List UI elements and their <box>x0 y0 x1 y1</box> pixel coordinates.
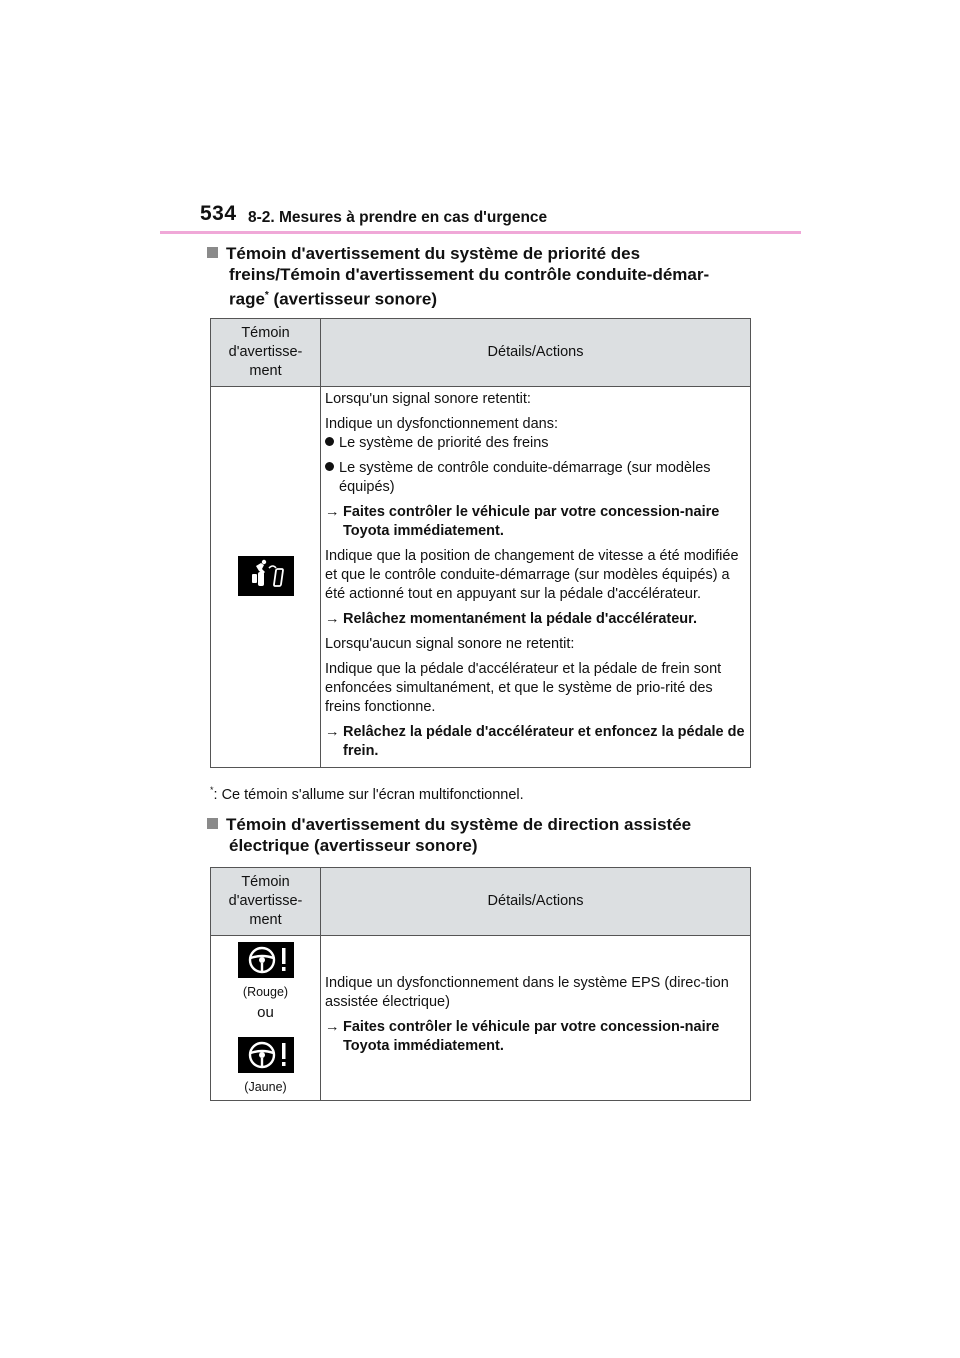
bullet-item: Le système de priorité des freins <box>325 434 746 453</box>
action-item: → Relâchez momentanément la pédale d'accélérateur. <box>325 611 698 627</box>
action-item: → Faites contrôler le véhicule par votre concession-naire Toyota immédiatement. <box>325 1019 720 1054</box>
col-header-details: Détails/Actions <box>321 868 751 936</box>
power-steering-warning-yellow-icon <box>238 1037 294 1073</box>
power-steering-warning-red-icon <box>238 942 294 978</box>
bullet-dot-icon <box>325 437 334 446</box>
or-label: ou <box>257 1004 274 1021</box>
section2-title-line1: Témoin d'avertissement du système de direction assistée <box>226 815 692 834</box>
indicator-cell <box>211 387 321 768</box>
col-header-details: Détails/Actions <box>321 319 751 387</box>
col-header-indicator: Témoin d'avertisse-ment <box>211 868 321 936</box>
section2-heading <box>207 814 747 856</box>
detail-text: Lorsqu'aucun signal sonore ne retentit: <box>325 636 575 652</box>
detail-text: Indique un dysfonctionnement dans: <box>325 416 558 432</box>
action-item: → Relâchez la pédale d'accélérateur et enfoncez la pédale de frein. <box>325 724 745 759</box>
header-divider <box>160 231 801 234</box>
section1-heading <box>207 243 747 310</box>
section1-title-line3: rage* (avertisseur sonore) <box>229 289 438 309</box>
detail-text: Lorsqu'un signal sonore retentit: <box>325 391 531 407</box>
detail-text: Indique un dysfonctionnement dans le système EPS (direc-tion assistée électrique) <box>325 975 729 1010</box>
section1-title-line2: freins/Témoin d'avertissement du contrôle conduite-démar- <box>229 265 710 284</box>
chapter-title: 8-2. Mesures à prendre en cas d'urgence <box>248 209 548 226</box>
section1-title-line1: Témoin d'avertissement du système de priorité des <box>226 244 641 263</box>
yellow-label: (Jaune) <box>244 1080 287 1094</box>
details-cell <box>321 936 751 1101</box>
red-label: (Rouge) <box>242 985 289 999</box>
brake-override-warning-icon <box>238 556 294 596</box>
detail-text: Indique que la pédale d'accélérateur et la pédale de frein sont enfoncées simultanément, et que le système de prio-rité des freins fonctionne. <box>325 661 722 715</box>
details-cell <box>321 387 751 768</box>
section-square-icon <box>207 247 218 258</box>
indicator-cell <box>211 936 321 1101</box>
arrow-icon: → <box>325 611 340 627</box>
detail-text: Indique que la position de changement de vitesse a été modifiée et que le contrôle conduite-démarrage (sur modèles équipés) a été actionné tout en appuyant sur la pédale d'accélérateur. <box>325 548 739 602</box>
page-number: 534 <box>200 202 237 225</box>
arrow-icon: → <box>325 724 340 740</box>
section-square-icon <box>207 818 218 829</box>
section2-title-line2: électrique (avertisseur sonore) <box>229 836 478 855</box>
col-header-indicator: Témoin d'avertisse-ment <box>211 319 321 387</box>
bullet-item: Le système de contrôle conduite-démarrage (sur modèles équipés) <box>325 459 746 497</box>
arrow-icon: → <box>325 1019 340 1035</box>
arrow-icon: → <box>325 504 340 520</box>
bullet-dot-icon <box>325 462 334 471</box>
eps-warning-table <box>210 867 751 1101</box>
footnote: *: Ce témoin s'allume sur l'écran multifonctionnel. <box>210 785 524 803</box>
action-item: → Faites contrôler le véhicule par votre concession-naire Toyota immédiatement. <box>325 504 720 539</box>
brake-warning-table <box>210 318 751 768</box>
